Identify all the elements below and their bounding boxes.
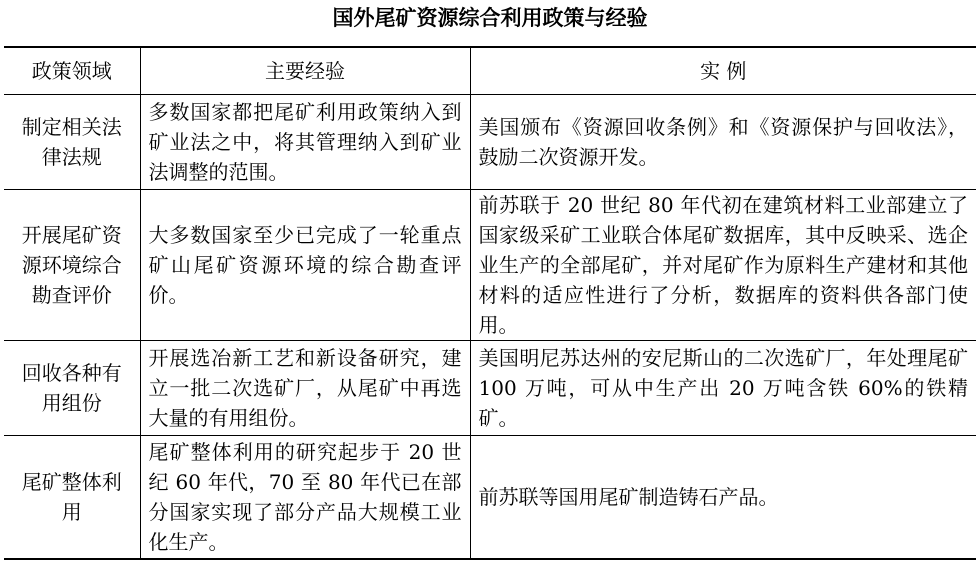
cell-domain: 制定相关法律法规	[4, 95, 140, 190]
table-row	[4, 436, 976, 560]
cell-example: 前苏联等国用尾矿制造铸石产品。	[470, 436, 976, 560]
table-row	[4, 95, 976, 190]
cell-experience: 尾矿整体利用的研究起步于 20 世纪 60 年代，70 至 80 年代已在部分国家实现了部分产品大规模工业化生产。	[140, 436, 470, 560]
cell-domain: 开展尾矿资源环境综合勘查评价	[4, 190, 140, 341]
header-example: 实 例	[470, 47, 976, 95]
cell-experience: 多数国家都把尾矿利用政策纳入到矿业法之中，将其管理纳入到矿业法调整的范围。	[140, 95, 470, 190]
table-header-row	[4, 47, 976, 95]
cell-experience: 开展选冶新工艺和新设备研究，建立一批二次选矿厂，从尾矿中再选大量的有用组份。	[140, 341, 470, 436]
policy-table	[4, 46, 976, 560]
cell-example: 前苏联于 20 世纪 80 年代初在建筑材料工业部建立了国家级采矿工业联合体尾矿数据库，其中反映采、选企业生产的全部尾矿，并对尾矿作为原料生产建材和其他材料的适应性进行了分析，数据库的资料供各部门使用。	[470, 190, 976, 341]
cell-domain: 尾矿整体利用	[4, 436, 140, 560]
header-domain: 政策领域	[4, 47, 140, 95]
table-row	[4, 341, 976, 436]
cell-example: 美国明尼苏达州的安尼斯山的二次选矿厂，年处理尾矿 100 万吨，可从中生产出 20 万吨含铁 60%的铁精矿。	[470, 341, 976, 436]
cell-domain: 回收各种有用组份	[4, 341, 140, 436]
cell-experience: 大多数国家至少已完成了一轮重点矿山尾矿资源环境的综合勘查评价。	[140, 190, 470, 341]
page-title: 国外尾矿资源综合利用政策与经验	[332, 6, 648, 30]
header-experience: 主要经验	[140, 47, 470, 95]
table-row	[4, 190, 976, 341]
cell-example: 美国颁布《资源回收条例》和《资源保护与回收法》，鼓励二次资源开发。	[470, 95, 976, 190]
